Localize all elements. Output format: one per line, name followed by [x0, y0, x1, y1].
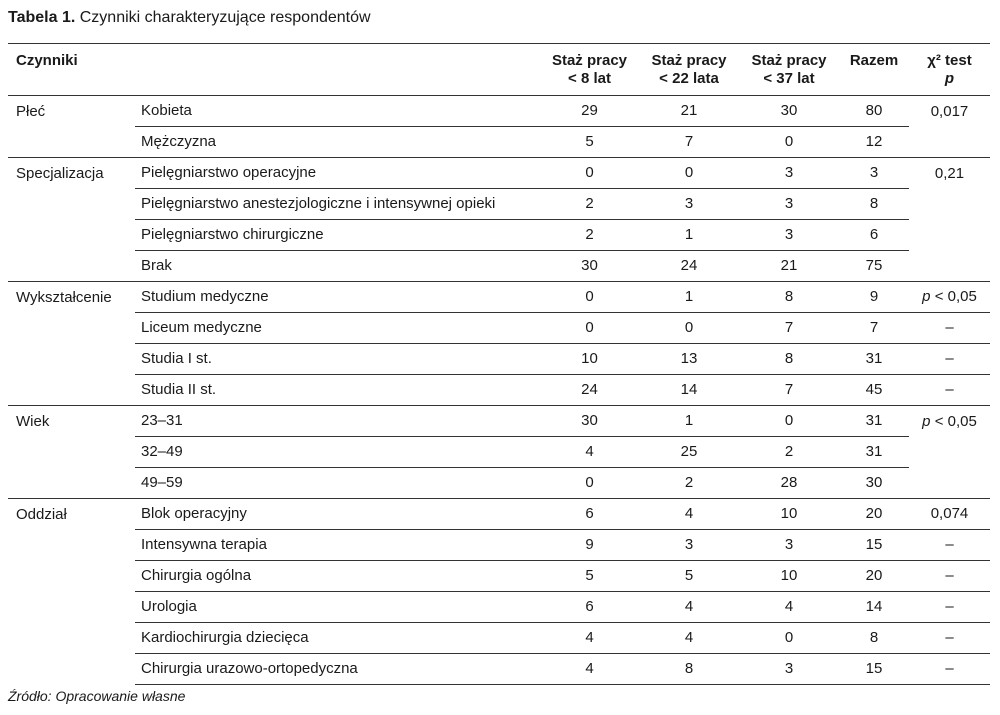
value-cell: 0	[540, 468, 639, 499]
row-label: 49–59	[135, 468, 540, 499]
table-row	[8, 561, 990, 592]
table-row	[8, 375, 990, 406]
row-label: Chirurgia ogólna	[135, 561, 540, 592]
value-cell: 21	[639, 96, 739, 127]
value-cell: 10	[739, 561, 839, 592]
table-caption	[8, 9, 371, 27]
p-symbol: p	[922, 288, 931, 305]
header-col2-line2: < 22 lata	[659, 70, 719, 87]
value-cell: 4	[739, 592, 839, 623]
value-cell: 0	[540, 282, 639, 313]
group-label: Płeć	[8, 96, 135, 158]
value-cell: 1	[639, 282, 739, 313]
row-label: Urologia	[135, 592, 540, 623]
value-cell: 13	[639, 344, 739, 375]
p-value-cell: –	[909, 561, 990, 592]
total-cell: 30	[839, 468, 909, 499]
row-label: Pielęgniarstwo anestezjologiczne i intensywnej opieki	[135, 189, 540, 220]
total-cell: 9	[839, 282, 909, 313]
row-label: Kardiochirurgia dziecięca	[135, 623, 540, 654]
value-cell: 30	[739, 96, 839, 127]
total-cell: 15	[839, 654, 909, 685]
header-col1	[540, 44, 639, 96]
value-cell: 2	[639, 468, 739, 499]
p-value-cell	[909, 406, 990, 499]
header-total: Razem	[839, 44, 909, 96]
row-label: Studia II st.	[135, 375, 540, 406]
value-cell: 3	[739, 189, 839, 220]
value-cell: 30	[540, 251, 639, 282]
value-cell: 2	[540, 189, 639, 220]
value-cell: 3	[739, 220, 839, 251]
value-cell: 9	[540, 530, 639, 561]
p-value-cell: –	[909, 654, 990, 685]
source-note: Źródło: Opracowanie własne	[8, 688, 186, 704]
value-cell: 6	[540, 499, 639, 530]
total-cell: 8	[839, 623, 909, 654]
value-cell: 6	[540, 592, 639, 623]
p-value-cell: 0,21	[909, 158, 990, 282]
value-cell: 3	[739, 530, 839, 561]
value-cell: 14	[639, 375, 739, 406]
p-threshold: < 0,05	[934, 288, 977, 305]
table-row	[8, 127, 990, 158]
respondents-table	[8, 43, 990, 685]
row-label: Brak	[135, 251, 540, 282]
value-cell: 1	[639, 220, 739, 251]
value-cell: 8	[739, 344, 839, 375]
p-value-cell	[909, 282, 990, 313]
total-cell: 12	[839, 127, 909, 158]
table-row	[8, 96, 990, 127]
value-cell: 10	[540, 344, 639, 375]
group-label: Wykształcenie	[8, 282, 135, 406]
header-col3	[739, 44, 839, 96]
value-cell: 28	[739, 468, 839, 499]
value-cell: 29	[540, 96, 639, 127]
table-row	[8, 530, 990, 561]
p-value-cell: –	[909, 344, 990, 375]
value-cell: 5	[540, 127, 639, 158]
p-value-cell: –	[909, 623, 990, 654]
value-cell: 3	[639, 530, 739, 561]
row-label: Blok operacyjny	[135, 499, 540, 530]
total-cell: 14	[839, 592, 909, 623]
total-cell: 20	[839, 561, 909, 592]
total-cell: 45	[839, 375, 909, 406]
header-col2-line1: Staż pracy	[651, 52, 727, 69]
header-chi-line2: p	[944, 70, 955, 87]
group-label: Oddział	[8, 499, 135, 685]
row-label: Mężczyzna	[135, 127, 540, 158]
table-row	[8, 468, 990, 499]
value-cell: 3	[639, 189, 739, 220]
value-cell: 0	[540, 158, 639, 189]
table-row	[8, 623, 990, 654]
value-cell: 7	[639, 127, 739, 158]
header-col1-line1: Staż pracy	[551, 52, 628, 69]
header-col3-line1: Staż pracy	[751, 52, 827, 69]
total-cell: 20	[839, 499, 909, 530]
row-label: Pielęgniarstwo chirurgiczne	[135, 220, 540, 251]
row-label: Studia I st.	[135, 344, 540, 375]
row-label: Kobieta	[135, 96, 540, 127]
value-cell: 21	[739, 251, 839, 282]
value-cell: 2	[739, 437, 839, 468]
table-row	[8, 282, 990, 313]
header-row	[8, 44, 990, 96]
table-row	[8, 406, 990, 437]
caption-text: Czynniki charakteryzujące respondentów	[79, 9, 371, 26]
table-row	[8, 499, 990, 530]
value-cell: 0	[540, 313, 639, 344]
group-label: Wiek	[8, 406, 135, 499]
value-cell: 4	[540, 623, 639, 654]
value-cell: 4	[639, 499, 739, 530]
value-cell: 4	[540, 654, 639, 685]
p-value-cell: –	[909, 375, 990, 406]
value-cell: 0	[739, 623, 839, 654]
total-cell: 15	[839, 530, 909, 561]
value-cell: 7	[739, 375, 839, 406]
p-value-cell: –	[909, 592, 990, 623]
table-row	[8, 344, 990, 375]
table-row	[8, 220, 990, 251]
table-row	[8, 437, 990, 468]
value-cell: 4	[639, 592, 739, 623]
row-label: Intensywna terapia	[135, 530, 540, 561]
table-row	[8, 251, 990, 282]
value-cell: 8	[639, 654, 739, 685]
value-cell: 0	[639, 158, 739, 189]
value-cell: 30	[540, 406, 639, 437]
table-row	[8, 592, 990, 623]
total-cell: 6	[839, 220, 909, 251]
row-label: Liceum medyczne	[135, 313, 540, 344]
value-cell: 3	[739, 654, 839, 685]
p-value-cell: 0,074	[909, 499, 990, 530]
header-col1-line2: < 8 lat	[568, 70, 611, 87]
value-cell: 2	[540, 220, 639, 251]
table-row	[8, 158, 990, 189]
value-cell: 25	[639, 437, 739, 468]
value-cell: 24	[540, 375, 639, 406]
value-cell: 0	[739, 127, 839, 158]
value-cell: 24	[639, 251, 739, 282]
header-col2	[639, 44, 739, 96]
value-cell: 1	[639, 406, 739, 437]
total-cell: 31	[839, 344, 909, 375]
header-col3-line2: < 37 lat	[763, 70, 815, 87]
value-cell: 7	[739, 313, 839, 344]
value-cell: 4	[540, 437, 639, 468]
value-cell: 3	[739, 158, 839, 189]
value-cell: 4	[639, 623, 739, 654]
row-label: Chirurgia urazowo-ortopedyczna	[135, 654, 540, 685]
row-label: Pielęgniarstwo operacyjne	[135, 158, 540, 189]
table-row	[8, 189, 990, 220]
value-cell: 10	[739, 499, 839, 530]
total-cell: 31	[839, 406, 909, 437]
value-cell: 0	[739, 406, 839, 437]
caption-label: Tabela 1.	[8, 9, 76, 26]
row-label: 32–49	[135, 437, 540, 468]
header-factors: Czynniki	[8, 44, 540, 96]
total-cell: 31	[839, 437, 909, 468]
header-chi-line1: χ² test	[927, 52, 972, 69]
total-cell: 80	[839, 96, 909, 127]
value-cell: 8	[739, 282, 839, 313]
p-value-cell: –	[909, 313, 990, 344]
group-label: Specjalizacja	[8, 158, 135, 282]
total-cell: 8	[839, 189, 909, 220]
value-cell: 5	[639, 561, 739, 592]
total-cell: 3	[839, 158, 909, 189]
value-cell: 5	[540, 561, 639, 592]
p-symbol: p	[922, 413, 931, 430]
p-threshold: < 0,05	[934, 413, 977, 430]
total-cell: 75	[839, 251, 909, 282]
total-cell: 7	[839, 313, 909, 344]
row-label: Studium medyczne	[135, 282, 540, 313]
row-label: 23–31	[135, 406, 540, 437]
p-value-cell: 0,017	[909, 96, 990, 158]
value-cell: 0	[639, 313, 739, 344]
header-chi	[909, 44, 990, 96]
table-row	[8, 313, 990, 344]
table-row	[8, 654, 990, 685]
p-value-cell: –	[909, 530, 990, 561]
